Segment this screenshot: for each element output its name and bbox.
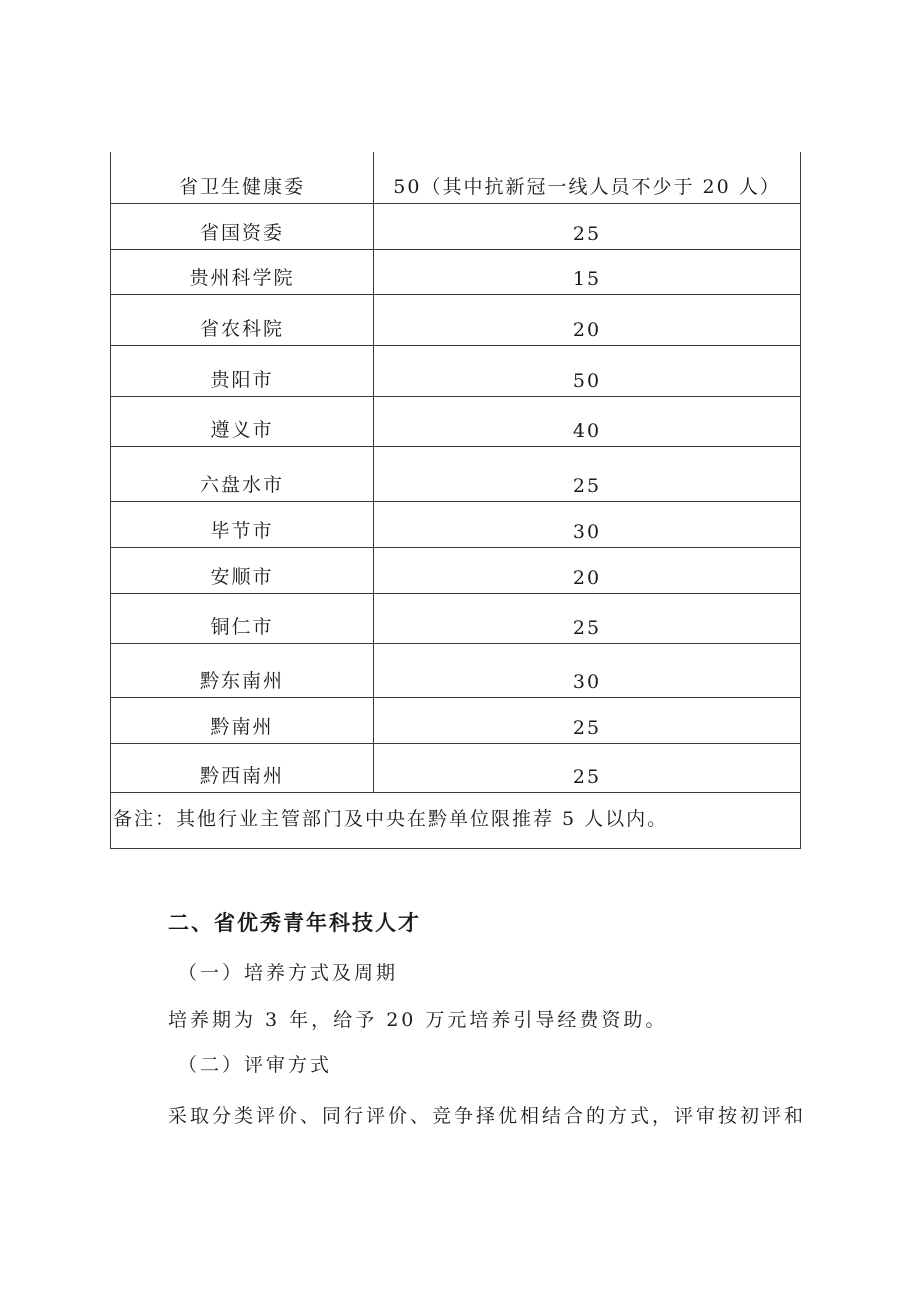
table-row	[111, 203, 801, 249]
quota-cell: 25	[374, 697, 801, 743]
quota-cell: 30	[374, 643, 801, 697]
quota-cell: 20	[374, 294, 801, 345]
table-row	[111, 294, 801, 345]
unit-cell: 贵州科学院	[111, 249, 374, 294]
table-row	[111, 593, 801, 643]
table-row	[111, 396, 801, 446]
quota-cell: 50	[374, 345, 801, 396]
unit-cell: 贵阳市	[111, 345, 374, 396]
quota-cell: 25	[374, 743, 801, 792]
unit-cell: 六盘水市	[111, 446, 374, 501]
unit-cell: 黔西南州	[111, 743, 374, 792]
quota-cell: 15	[374, 249, 801, 294]
unit-cell: 省卫生健康委	[111, 152, 374, 203]
unit-cell: 黔南州	[111, 697, 374, 743]
quota-cell: 50（其中抗新冠一线人员不少于 20 人）	[374, 152, 801, 203]
section-heading: 二、省优秀青年科技人才	[168, 911, 421, 935]
table-note: 备注：其他行业主管部门及中央在黔单位限推荐 5 人以内。	[111, 792, 801, 848]
table-row	[111, 501, 801, 547]
paragraph-training-period: 培养期为 3 年，给予 20 万元培养引导经费资助。	[168, 1009, 668, 1031]
table-row	[111, 643, 801, 697]
unit-cell: 黔东南州	[111, 643, 374, 697]
table-row	[111, 446, 801, 501]
unit-cell: 毕节市	[111, 501, 374, 547]
subheading-review: （二）评审方式	[178, 1054, 333, 1076]
paragraph-review-method: 采取分类评价、同行评价、竞争择优相结合的方式，评审按初评和	[168, 1105, 807, 1127]
table-row	[111, 743, 801, 792]
unit-cell: 铜仁市	[111, 593, 374, 643]
table-row	[111, 345, 801, 396]
table-row	[111, 697, 801, 743]
unit-cell: 省农科院	[111, 294, 374, 345]
quota-cell: 40	[374, 396, 801, 446]
subheading-training: （一）培养方式及周期	[178, 962, 399, 984]
table-row	[111, 249, 801, 294]
quota-cell: 25	[374, 203, 801, 249]
quota-cell: 20	[374, 547, 801, 593]
table-row	[111, 152, 801, 203]
table-note-row	[111, 792, 801, 848]
quota-table	[110, 152, 801, 849]
quota-cell: 25	[374, 593, 801, 643]
quota-cell: 30	[374, 501, 801, 547]
unit-cell: 安顺市	[111, 547, 374, 593]
table-row	[111, 547, 801, 593]
unit-cell: 省国资委	[111, 203, 374, 249]
quota-cell: 25	[374, 446, 801, 501]
unit-cell: 遵义市	[111, 396, 374, 446]
